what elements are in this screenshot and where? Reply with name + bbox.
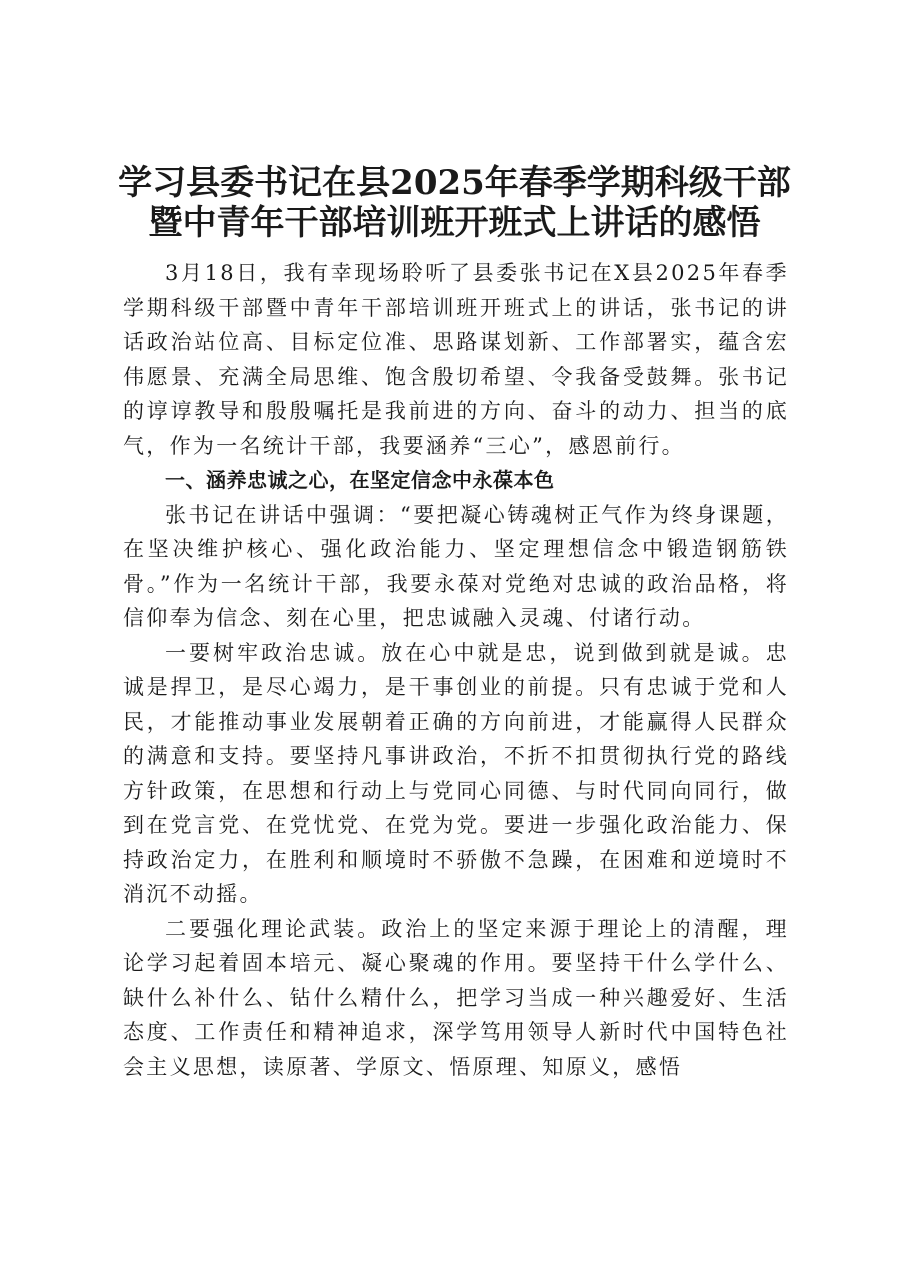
paragraph-1: 张书记在讲话中强调：“要把凝心铸魂树正气作为终身课题，在坚决维护核心、强化政治能力、坚定理想信念中锻造钢筋铁骨。”作为一名统计干部，我要永葆对党绝对忠诚的政治品格，将信仰奉为信念、刻在心里，把忠诚融入灵魂、付诸行动。 <box>123 502 789 630</box>
document-body <box>123 256 789 1084</box>
document-title-line-1: 学习县委书记在县2025年春季学期科级干部 <box>118 163 791 203</box>
section-heading-1: 一、涵养忠诚之心，在坚定信念中永葆本色 <box>165 468 555 492</box>
intro-paragraph: 3月18日，我有幸现场聆听了县委张书记在X县2025年春季学期科级干部暨中青年干部培训班开班式上的讲话，张书记的讲话政治站位高、目标定位准、思路谋划新、工作部署实，蕴含宏伟愿景、充满全局思维、饱含殷切希望、令我备受鼓舞。张书记的谆谆教导和殷殷嘱托是我前进的方向、奋斗的动力、担当的底气，作为一名统计干部，我要涵养“三心”，感恩前行。 <box>123 261 789 458</box>
paragraph-3: 二要强化理论武装。政治上的坚定来源于理论上的清醒，理论学习起着固本培元、凝心聚魂的作用。要坚持干什么学什么、缺什么补什么、钻什么精什么，把学习当成一种兴趣爱好、生活态度、工作责任和精神追求，深学笃用领导人新时代中国特色社会主义思想，读原著、学原文、悟原理、知原义，感悟 <box>123 916 789 1079</box>
document-title-line-2: 暨中青年干部培训班开班式上讲话的感悟 <box>148 203 761 243</box>
paragraph-2: 一要树牢政治忠诚。放在心中就是忠，说到做到就是诚。忠诚是捍卫，是尽心竭力，是干事创业的前提。只有忠诚于党和人民，才能推动事业发展朝着正确的方向前进，才能赢得人民群众的满意和支持。要坚持凡事讲政治，不折不扣贯彻执行党的路线方针政策，在思想和行动上与党同心同德、与时代同向同行，做到在党言党、在党忧党、在党为党。要进一步强化政治能力、保持政治定力，在胜利和顺境时不骄傲不急躁，在困难和逆境时不消沉不动摇。 <box>123 640 789 906</box>
